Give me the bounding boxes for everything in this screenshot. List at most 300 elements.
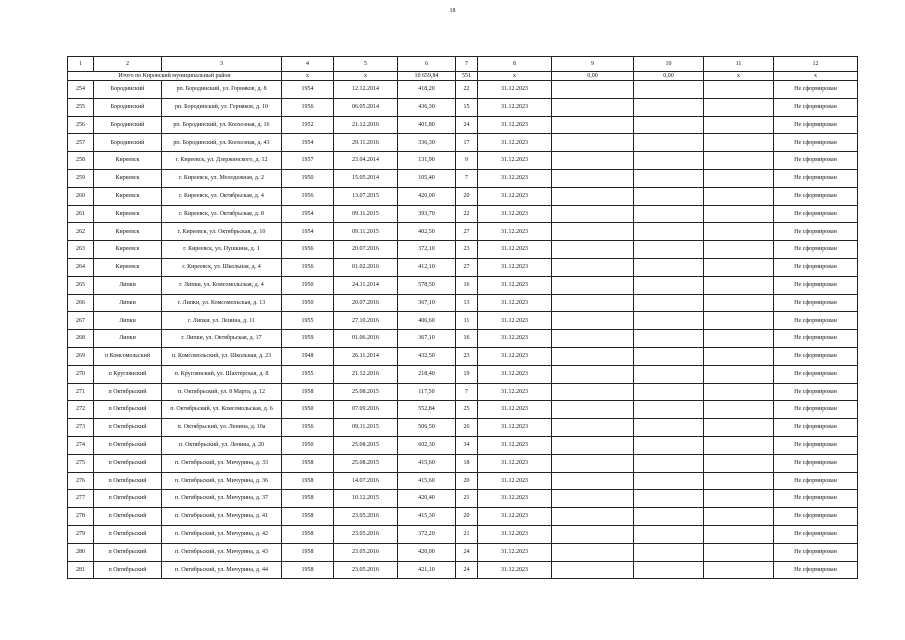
total-cost: 0,00 [552, 72, 634, 81]
settlement: п Октябрьский [94, 419, 162, 437]
empty-cell [704, 561, 774, 579]
empty-cell [552, 561, 634, 579]
status: Не сформирован [774, 187, 858, 205]
empty-cell [704, 81, 774, 99]
count: 13 [456, 294, 478, 312]
status: Не сформирован [774, 169, 858, 187]
row-number: 273 [68, 419, 94, 437]
status: Не сформирован [774, 116, 858, 134]
empty-cell [552, 525, 634, 543]
row-number: 263 [68, 241, 94, 259]
date: 20.07.2016 [334, 294, 398, 312]
col-header: 6 [398, 57, 456, 72]
count: 21 [456, 490, 478, 508]
total-cell: x [704, 72, 774, 81]
empty-cell [552, 312, 634, 330]
status: Не сформирован [774, 276, 858, 294]
area: 367,10 [398, 294, 456, 312]
table-row [68, 472, 858, 490]
count: 7 [456, 169, 478, 187]
deadline: 31.12.2023 [478, 347, 552, 365]
empty-cell [552, 401, 634, 419]
col-header: 11 [704, 57, 774, 72]
col-header: 8 [478, 57, 552, 72]
empty-cell [552, 347, 634, 365]
address: п. Комсомольский, ул. Школьная, д. 23 [162, 347, 282, 365]
total-cell: x [334, 72, 398, 81]
total-row [68, 72, 858, 81]
area: 406,60 [398, 312, 456, 330]
col-header: 4 [282, 57, 334, 72]
deadline: 31.12.2023 [478, 525, 552, 543]
table-row [68, 294, 858, 312]
table-row [68, 312, 858, 330]
date: 25.08.2015 [334, 454, 398, 472]
year-built: 1957 [282, 152, 334, 170]
address: п. Октябрьский, ул. Ленина, д. 20 [162, 436, 282, 454]
deadline: 31.12.2023 [478, 169, 552, 187]
count: 22 [456, 81, 478, 99]
row-number: 272 [68, 401, 94, 419]
row-number: 258 [68, 152, 94, 170]
empty-cell [634, 276, 704, 294]
empty-cell [552, 490, 634, 508]
empty-cell [704, 543, 774, 561]
empty-cell [704, 365, 774, 383]
area: 436,30 [398, 98, 456, 116]
settlement: п Октябрьский [94, 543, 162, 561]
year-built: 1955 [282, 312, 334, 330]
total-cost: 0,00 [634, 72, 704, 81]
register-table [67, 56, 858, 579]
deadline: 31.12.2023 [478, 187, 552, 205]
year-built: 1956 [282, 241, 334, 259]
deadline: 31.12.2023 [478, 436, 552, 454]
row-number: 255 [68, 98, 94, 116]
date: 23.05.2016 [334, 561, 398, 579]
year-built: 1956 [282, 258, 334, 276]
empty-cell [634, 383, 704, 401]
empty-cell [634, 98, 704, 116]
area: 372,10 [398, 241, 456, 259]
address: г. Киреевск, ул. Школьная, д. 4 [162, 258, 282, 276]
year-built: 1954 [282, 134, 334, 152]
year-built: 1954 [282, 223, 334, 241]
settlement: п Октябрьский [94, 401, 162, 419]
empty-cell [704, 116, 774, 134]
area: 131,90 [398, 152, 456, 170]
row-number: 261 [68, 205, 94, 223]
date: 25.08.2015 [334, 383, 398, 401]
address: п. Круглянский, ул. Шахтерская, д. 8 [162, 365, 282, 383]
count: 9 [456, 152, 478, 170]
empty-cell [552, 419, 634, 437]
settlement: п Октябрьский [94, 561, 162, 579]
empty-cell [634, 561, 704, 579]
table-row [68, 490, 858, 508]
year-built: 1950 [282, 436, 334, 454]
count: 23 [456, 241, 478, 259]
status: Не сформирован [774, 543, 858, 561]
header-row [68, 57, 858, 72]
empty-cell [704, 401, 774, 419]
date: 09.11.2015 [334, 419, 398, 437]
empty-cell [552, 383, 634, 401]
row-number: 254 [68, 81, 94, 99]
year-built: 1958 [282, 383, 334, 401]
deadline: 31.12.2023 [478, 454, 552, 472]
status: Не сформирован [774, 312, 858, 330]
row-number: 268 [68, 330, 94, 348]
deadline: 31.12.2023 [478, 490, 552, 508]
table-row [68, 561, 858, 579]
row-number: 265 [68, 276, 94, 294]
address: г. Липки, ул. Комсомольская, д. 4 [162, 276, 282, 294]
empty-cell [704, 241, 774, 259]
address: г. Киреевск, ул. Октябрьская, д. 10 [162, 223, 282, 241]
count: 20 [456, 472, 478, 490]
empty-cell [704, 347, 774, 365]
area: 367,10 [398, 330, 456, 348]
empty-cell [552, 116, 634, 134]
address: г. Киреевск, ул. Молодежная, д. 2 [162, 169, 282, 187]
date: 07.09.2016 [334, 401, 398, 419]
table-row [68, 276, 858, 294]
empty-cell [704, 205, 774, 223]
empty-cell [704, 419, 774, 437]
empty-cell [552, 258, 634, 276]
row-number: 260 [68, 187, 94, 205]
settlement: п Октябрьский [94, 454, 162, 472]
date: 21.12.2016 [334, 116, 398, 134]
address: г. Киреевск, ул. Пушкина, д. 1 [162, 241, 282, 259]
settlement: Бородинский [94, 116, 162, 134]
area: 105,40 [398, 169, 456, 187]
status: Не сформирован [774, 347, 858, 365]
status: Не сформирован [774, 98, 858, 116]
empty-cell [552, 454, 634, 472]
empty-cell [634, 294, 704, 312]
year-built: 1956 [282, 187, 334, 205]
col-header: 7 [456, 57, 478, 72]
year-built: 1958 [282, 472, 334, 490]
date: 26.11.2014 [334, 347, 398, 365]
date: 25.08.2015 [334, 436, 398, 454]
row-number: 279 [68, 525, 94, 543]
row-number: 264 [68, 258, 94, 276]
year-built: 1958 [282, 490, 334, 508]
deadline: 31.12.2023 [478, 98, 552, 116]
address: п. Октябрьский, ул. Мичурина, д. 42 [162, 525, 282, 543]
deadline: 31.12.2023 [478, 205, 552, 223]
empty-cell [634, 543, 704, 561]
empty-cell [634, 116, 704, 134]
area: 420,00 [398, 543, 456, 561]
date: 09.11.2015 [334, 205, 398, 223]
empty-cell [552, 241, 634, 259]
empty-cell [634, 472, 704, 490]
deadline: 31.12.2023 [478, 543, 552, 561]
year-built: 1952 [282, 116, 334, 134]
empty-cell [634, 525, 704, 543]
row-number: 256 [68, 116, 94, 134]
row-number: 262 [68, 223, 94, 241]
empty-cell [634, 490, 704, 508]
area: 218,40 [398, 365, 456, 383]
empty-cell [552, 294, 634, 312]
status: Не сформирован [774, 561, 858, 579]
col-header: 2 [94, 57, 162, 72]
deadline: 31.12.2023 [478, 383, 552, 401]
status: Не сформирован [774, 241, 858, 259]
empty-cell [552, 472, 634, 490]
empty-cell [704, 312, 774, 330]
deadline: 31.12.2023 [478, 152, 552, 170]
count: 27 [456, 258, 478, 276]
row-number: 257 [68, 134, 94, 152]
status: Не сформирован [774, 134, 858, 152]
date: 14.07.2016 [334, 472, 398, 490]
area: 578,50 [398, 276, 456, 294]
status: Не сформирован [774, 436, 858, 454]
empty-cell [552, 330, 634, 348]
settlement: п Октябрьский [94, 490, 162, 508]
count: 11 [456, 312, 478, 330]
empty-cell [634, 241, 704, 259]
settlement: Киреевск [94, 169, 162, 187]
area: 415,30 [398, 508, 456, 526]
empty-cell [634, 258, 704, 276]
col-header: 1 [68, 57, 94, 72]
settlement: п Октябрьский [94, 508, 162, 526]
empty-cell [704, 258, 774, 276]
row-number: 277 [68, 490, 94, 508]
area: 421,10 [398, 561, 456, 579]
deadline: 31.12.2023 [478, 401, 552, 419]
settlement: Бородинский [94, 134, 162, 152]
count: 25 [456, 401, 478, 419]
empty-cell [704, 436, 774, 454]
settlement: п Октябрьский [94, 383, 162, 401]
empty-cell [552, 276, 634, 294]
row-number: 269 [68, 347, 94, 365]
empty-cell [634, 347, 704, 365]
empty-cell [704, 490, 774, 508]
settlement: п Октябрьский [94, 472, 162, 490]
settlement: Киреевск [94, 152, 162, 170]
row-number: 281 [68, 561, 94, 579]
empty-cell [634, 401, 704, 419]
settlement: Киреевск [94, 241, 162, 259]
status: Не сформирован [774, 401, 858, 419]
empty-cell [552, 543, 634, 561]
area: 602,30 [398, 436, 456, 454]
date: 13.07.2015 [334, 187, 398, 205]
empty-cell [634, 330, 704, 348]
table-row [68, 116, 858, 134]
deadline: 31.12.2023 [478, 508, 552, 526]
row-number: 270 [68, 365, 94, 383]
area: 412,10 [398, 258, 456, 276]
empty-cell [634, 419, 704, 437]
area: 372,20 [398, 525, 456, 543]
deadline: 31.12.2023 [478, 258, 552, 276]
empty-cell [704, 134, 774, 152]
count: 23 [456, 347, 478, 365]
table-row [68, 81, 858, 99]
table-row [68, 330, 858, 348]
status: Не сформирован [774, 508, 858, 526]
empty-cell [704, 508, 774, 526]
deadline: 31.12.2023 [478, 365, 552, 383]
empty-cell [552, 205, 634, 223]
table-row [68, 401, 858, 419]
row-number: 259 [68, 169, 94, 187]
empty-cell [704, 223, 774, 241]
col-header: 3 [162, 57, 282, 72]
settlement: п Октябрьский [94, 436, 162, 454]
table-row [68, 223, 858, 241]
row-number: 275 [68, 454, 94, 472]
settlement: Киреевск [94, 223, 162, 241]
date: 01.02.2016 [334, 258, 398, 276]
table-row [68, 187, 858, 205]
area: 506,50 [398, 419, 456, 437]
table-row [68, 152, 858, 170]
table-row [68, 543, 858, 561]
address: г. Липки, ул. Ленина, д. 11 [162, 312, 282, 330]
table-row [68, 508, 858, 526]
date: 23.04.2014 [334, 152, 398, 170]
count: 24 [456, 116, 478, 134]
count: 16 [456, 330, 478, 348]
settlement: п Октябрьский [94, 525, 162, 543]
table-row [68, 258, 858, 276]
address: г. Киреевск, ул. Дзержинского, д. 12 [162, 152, 282, 170]
address: п. Октябрьский, ул. 8 Марта, д. 12 [162, 383, 282, 401]
deadline: 31.12.2023 [478, 561, 552, 579]
count: 17 [456, 134, 478, 152]
settlement: Киреевск [94, 205, 162, 223]
year-built: 1955 [282, 365, 334, 383]
area: 420,40 [398, 490, 456, 508]
empty-cell [552, 187, 634, 205]
address: п. Октябрьский, ул. Мичурина, д. 36 [162, 472, 282, 490]
table-row [68, 169, 858, 187]
date: 10.12.2015 [334, 490, 398, 508]
date: 23.05.2016 [334, 543, 398, 561]
year-built: 1959 [282, 330, 334, 348]
status: Не сформирован [774, 419, 858, 437]
status: Не сформирован [774, 81, 858, 99]
deadline: 31.12.2023 [478, 134, 552, 152]
total-cell: x [478, 72, 552, 81]
row-number: 266 [68, 294, 94, 312]
status: Не сформирован [774, 205, 858, 223]
year-built: 1950 [282, 401, 334, 419]
total-label: Итого по Кировский муниципальный район [68, 72, 282, 81]
empty-cell [704, 169, 774, 187]
empty-cell [704, 525, 774, 543]
date: 23.05.2016 [334, 525, 398, 543]
settlement: Бородинский [94, 81, 162, 99]
deadline: 31.12.2023 [478, 419, 552, 437]
settlement: Киреевск [94, 187, 162, 205]
empty-cell [552, 169, 634, 187]
row-number: 276 [68, 472, 94, 490]
row-number: 278 [68, 508, 94, 526]
empty-cell [634, 134, 704, 152]
year-built: 1958 [282, 543, 334, 561]
row-number: 280 [68, 543, 94, 561]
address: рп. Бородинский, ул. Горняков, д. 8 [162, 81, 282, 99]
date: 12.12.2014 [334, 81, 398, 99]
area: 420,00 [398, 187, 456, 205]
empty-cell [634, 436, 704, 454]
deadline: 31.12.2023 [478, 330, 552, 348]
area: 393,70 [398, 205, 456, 223]
address: г. Липки, ул. Комсомольская, д. 13 [162, 294, 282, 312]
address: г. Киреевск, ул. Октябрьская, д. 4 [162, 187, 282, 205]
empty-cell [552, 365, 634, 383]
count: 26 [456, 419, 478, 437]
year-built: 1954 [282, 81, 334, 99]
status: Не сформирован [774, 454, 858, 472]
table-row [68, 383, 858, 401]
row-number: 274 [68, 436, 94, 454]
address: п. Октябрьский, ул. Ленина, д. 10а [162, 419, 282, 437]
status: Не сформирован [774, 223, 858, 241]
deadline: 31.12.2023 [478, 81, 552, 99]
deadline: 31.12.2023 [478, 116, 552, 134]
year-built: 1956 [282, 98, 334, 116]
address: рп. Бородинский, ул. Колхозная, д. 16 [162, 116, 282, 134]
row-number: 267 [68, 312, 94, 330]
date: 29.11.2016 [334, 134, 398, 152]
empty-cell [634, 205, 704, 223]
empty-cell [634, 152, 704, 170]
empty-cell [634, 454, 704, 472]
year-built: 1958 [282, 454, 334, 472]
table-row [68, 419, 858, 437]
table-row [68, 365, 858, 383]
address: п. Октябрьский, ул. Мичурина, д. 44 [162, 561, 282, 579]
status: Не сформирован [774, 258, 858, 276]
area: 401,80 [398, 116, 456, 134]
status: Не сформирован [774, 294, 858, 312]
year-built: 1958 [282, 525, 334, 543]
count: 27 [456, 223, 478, 241]
date: 20.07.2016 [334, 241, 398, 259]
total-cell: x [282, 72, 334, 81]
date: 01.06.2016 [334, 330, 398, 348]
table-row [68, 98, 858, 116]
count: 19 [456, 365, 478, 383]
deadline: 31.12.2023 [478, 241, 552, 259]
empty-cell [552, 508, 634, 526]
empty-cell [552, 134, 634, 152]
deadline: 31.12.2023 [478, 276, 552, 294]
count: 24 [456, 543, 478, 561]
empty-cell [704, 98, 774, 116]
empty-cell [634, 312, 704, 330]
area: 336,30 [398, 134, 456, 152]
count: 24 [456, 561, 478, 579]
year-built: 1950 [282, 276, 334, 294]
status: Не сформирован [774, 525, 858, 543]
status: Не сформирован [774, 152, 858, 170]
empty-cell [634, 169, 704, 187]
